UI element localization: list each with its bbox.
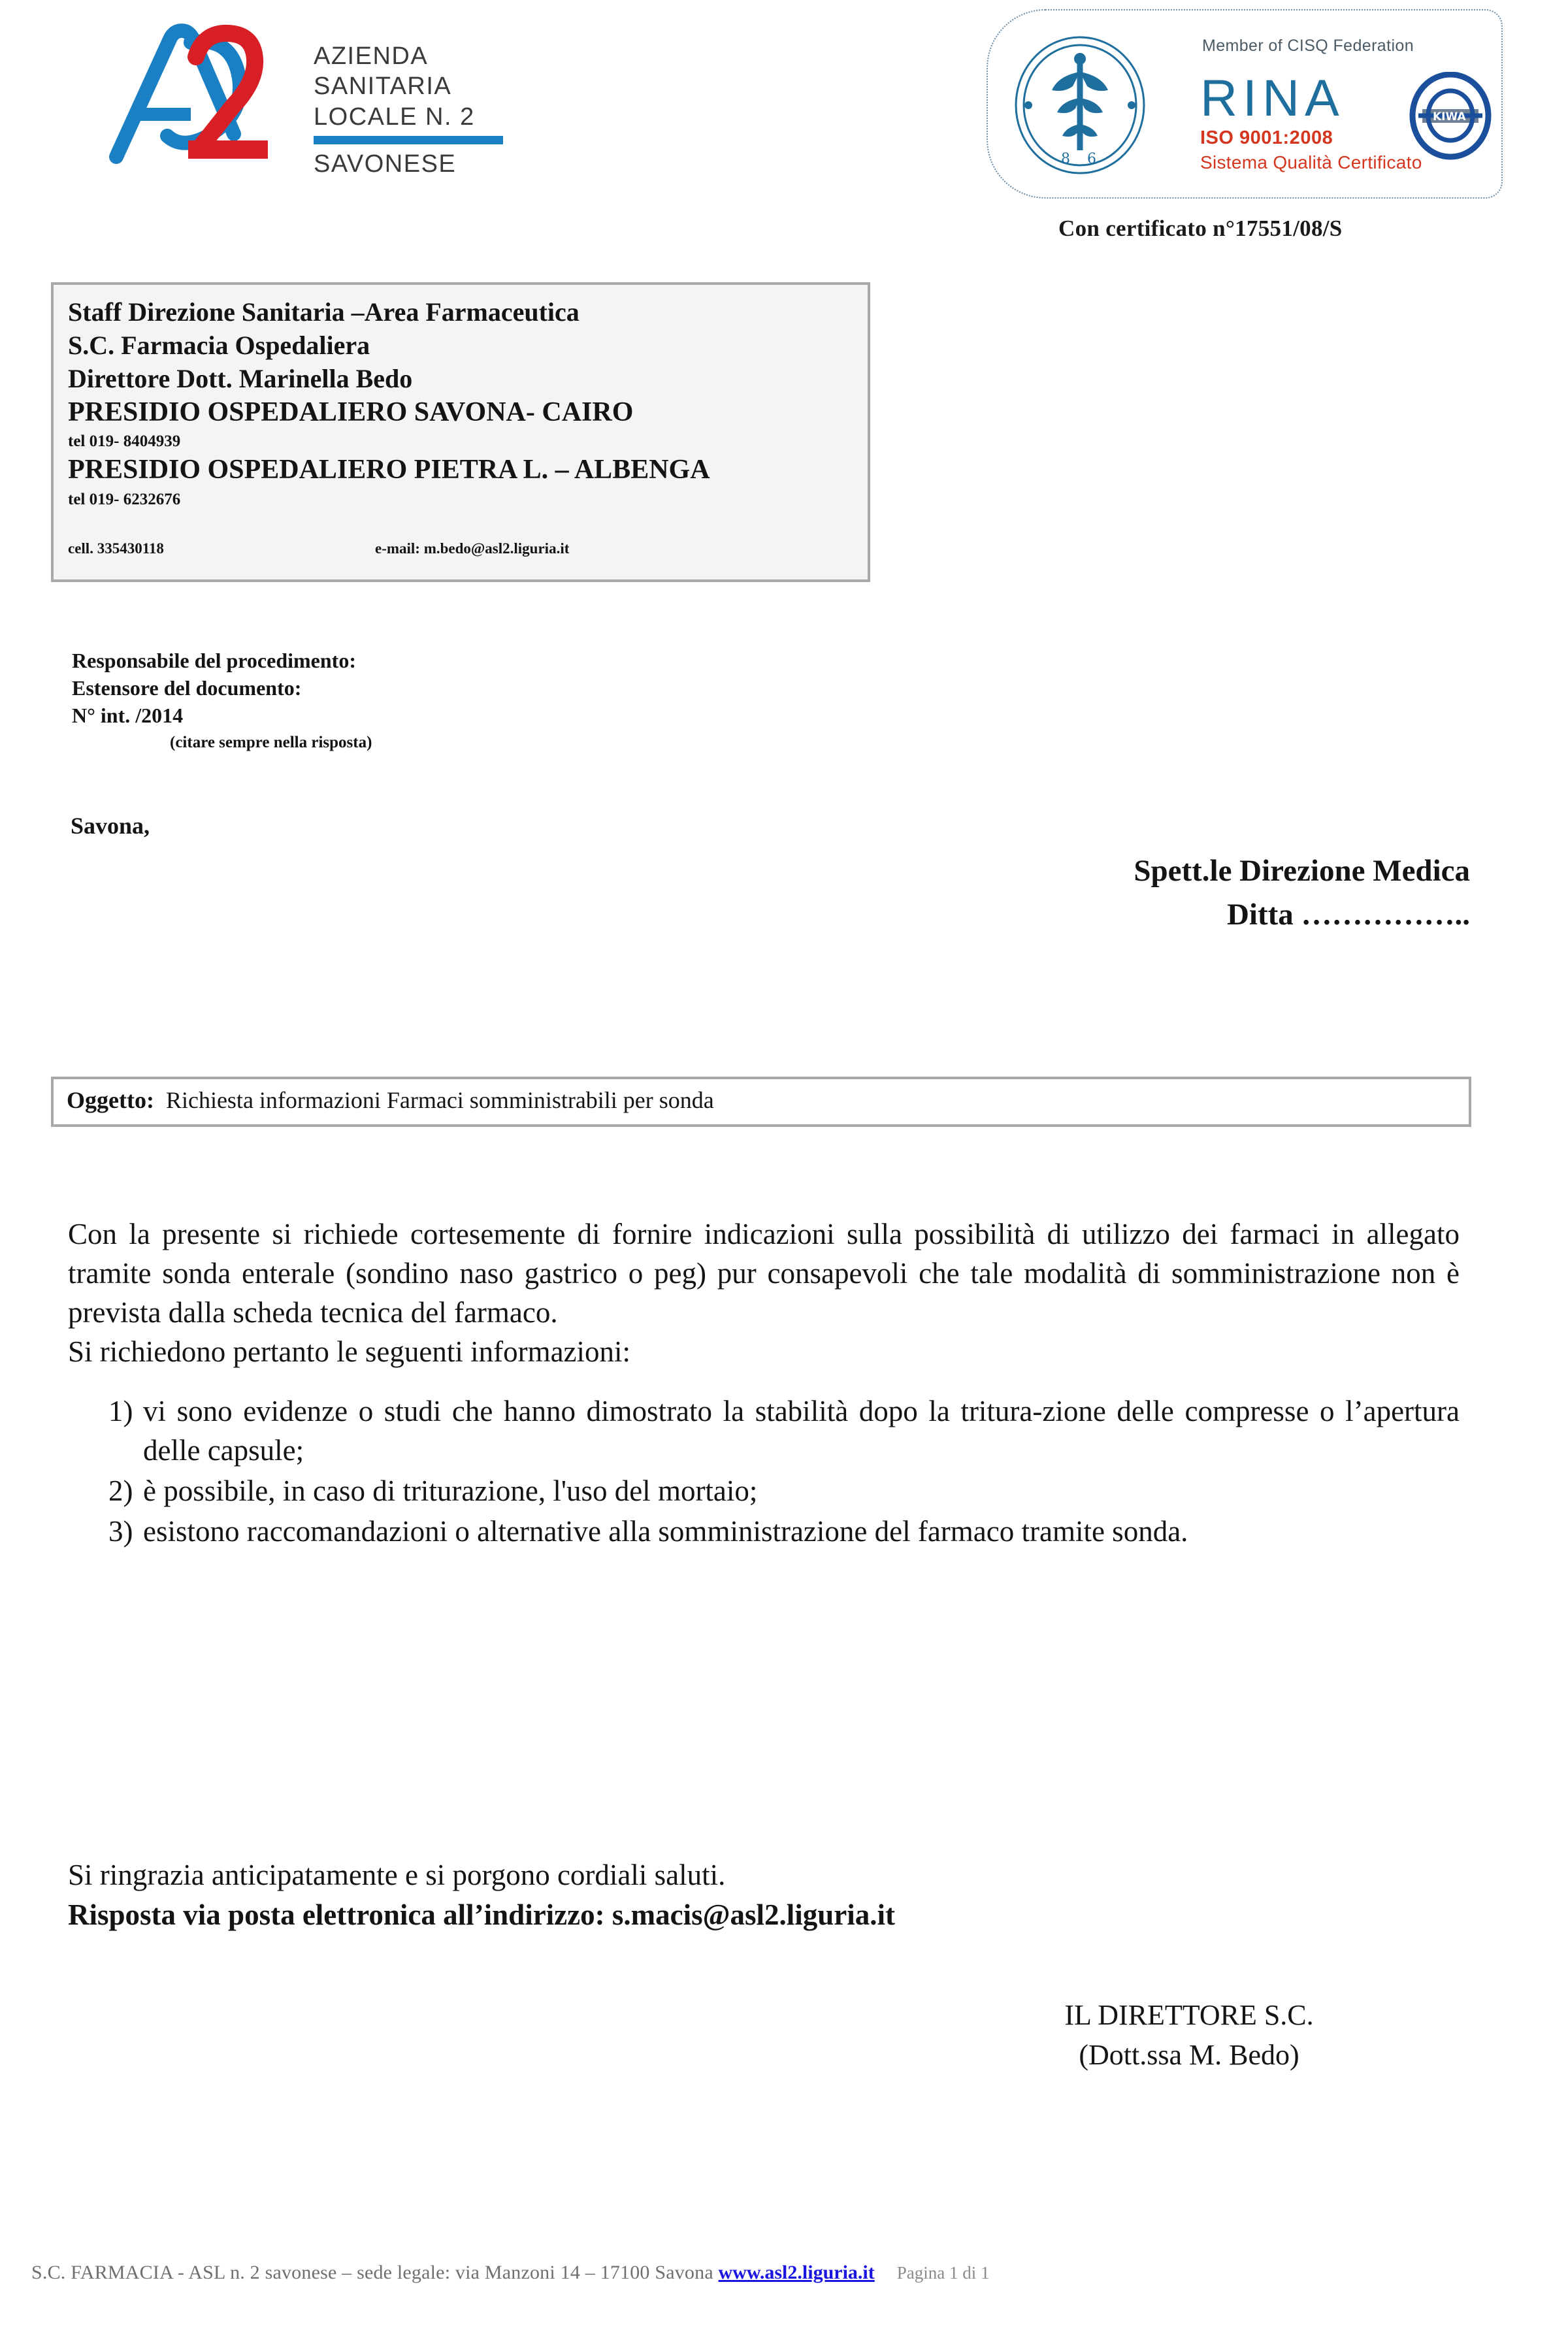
kiwa-accreditation-icon: [1408, 72, 1493, 160]
city-date: Savona,: [71, 813, 150, 839]
closing-reply-email: s.macis@asl2.liguria.it: [612, 1898, 895, 1931]
protocol-number: N° int. /2014: [72, 704, 184, 728]
subject-label: Oggetto:: [67, 1087, 154, 1113]
recipient-line-2: Ditta ……………..: [1226, 897, 1470, 932]
list-item-text: è possibile, in caso di triturazione, l'uso del mortaio;: [143, 1474, 758, 1508]
subject-gap: [154, 1087, 166, 1113]
subject-line: [67, 1086, 1456, 1115]
footer-page-number: Pagina 1 di 1: [896, 2263, 990, 2283]
closing-reply-gap: [605, 1898, 612, 1931]
document-header: [0, 0, 1568, 261]
page-footer: [31, 2262, 1541, 2284]
list-item-text: vi sono evidenze o studi che hanno dimostrato la stabilità dopo la tritura-zione delle compresse o l’apertura delle capsule;: [143, 1395, 1460, 1467]
signature-block: [960, 1996, 1418, 2075]
svg-text:8: 8: [1061, 151, 1070, 167]
recipient-block: [817, 849, 1470, 936]
list-item: [68, 1512, 1460, 1552]
rina-brand-text: RINA: [1200, 69, 1345, 127]
closing-reply-line: [68, 1895, 1460, 1935]
sender-contact-row: [68, 540, 853, 566]
signature-title: IL DIRETTORE S.C.: [1064, 1999, 1314, 2031]
sender-phone-2: tel 019- 6232676: [68, 490, 181, 508]
asl-word-line-3: LOCALE N. 2: [314, 103, 475, 131]
protocol-note: (citare sempre nella risposta): [170, 733, 372, 751]
list-item-number: 2): [108, 1474, 133, 1508]
rina-member-text: Member of CISQ Federation: [1202, 37, 1414, 55]
asl-logo: [105, 16, 523, 193]
rina-system-text: Sistema Qualità Certificato: [1200, 152, 1422, 172]
list-item-number: 3): [108, 1514, 133, 1548]
asl-logo-mark: [105, 16, 307, 180]
svg-text:6: 6: [1087, 151, 1096, 167]
request-list: [68, 1392, 1460, 1551]
sender-mobile: cell. 335430118: [68, 540, 164, 557]
subject-box: [51, 1077, 1471, 1127]
protocol-responsabile: Responsabile del procedimento:: [72, 649, 356, 672]
asl-logo-wordmark: [314, 41, 523, 178]
list-item: [68, 1392, 1460, 1471]
letter-body: [68, 1215, 1460, 1553]
asl-word-line-2: SANITARIA: [314, 73, 452, 101]
rina-certification-block: [987, 9, 1509, 205]
rina-seal-icon: [1010, 35, 1151, 176]
footer-text: S.C. FARMACIA - ASL n. 2 savonese – sede legale: via Manzoni 14 – 17100 Savona: [31, 2262, 719, 2283]
rina-text-group: [1166, 21, 1493, 191]
subject-value: Richiesta informazioni Farmaci somministrabili per sonda: [165, 1087, 714, 1113]
sender-phone-1: tel 019- 8404939: [68, 432, 181, 450]
sender-site-1: PRESIDIO OSPEDALIERO SAVONA- CAIRO: [68, 397, 634, 427]
sender-director: Direttore Dott. Marinella Bedo: [68, 364, 413, 394]
footer-website-link[interactable]: www.asl2.liguria.it: [718, 2262, 875, 2283]
svg-text:KIWA: KIWA: [1433, 110, 1466, 123]
asl-logo-underline: [314, 136, 503, 144]
list-item-text: esistono raccomandazioni o alternative alla somministrazione del farmaco tramite sonda.: [143, 1514, 1188, 1548]
sender-email: e-mail: m.bedo@asl2.liguria.it: [375, 540, 570, 557]
sender-unit: S.C. Farmacia Ospedaliera: [68, 331, 370, 361]
sender-department: Staff Direzione Sanitaria –Area Farmaceutica: [68, 297, 580, 327]
sender-site-2: PRESIDIO OSPEDALIERO PIETRA L. – ALBENGA: [68, 455, 710, 485]
body-paragraph-2: Si richiedono pertanto le seguenti informazioni:: [68, 1335, 631, 1368]
certificate-number: Con certificato n°17551/08/S: [1058, 216, 1343, 241]
asl-word-line-1: AZIENDA: [314, 42, 429, 70]
closing-thanks: Si ringrazia anticipatamente e si porgono cordiali saluti.: [68, 1859, 726, 1891]
asl-word-savonese: SAVONESE: [314, 150, 457, 178]
list-item-number: 1): [108, 1395, 133, 1428]
rina-iso-standard: ISO 9001:2008: [1200, 127, 1333, 148]
protocol-block: [72, 647, 660, 756]
signature-name: (Dott.ssa M. Bedo): [1079, 2038, 1299, 2071]
sender-address-box: [51, 282, 870, 582]
list-item: [68, 1472, 1460, 1511]
closing-reply-label: Risposta via posta elettronica all’indirizzo:: [68, 1898, 605, 1931]
address-box-spacer: [68, 512, 853, 540]
recipient-line-1: Spett.le Direzione Medica: [1134, 854, 1470, 888]
protocol-estensore: Estensore del documento:: [72, 676, 302, 700]
body-paragraph-1: Con la presente si richiede cortesemente di fornire indicazioni sulla possibilità di utilizzo dei farmaci in allegato tramite sonda enterale (sondino naso gastrico o peg) pur consapevoli che tale modalità di somministrazione non è prevista dalla scheda tecnica del farmaco.: [68, 1218, 1460, 1329]
closing-block: [68, 1855, 1460, 1935]
